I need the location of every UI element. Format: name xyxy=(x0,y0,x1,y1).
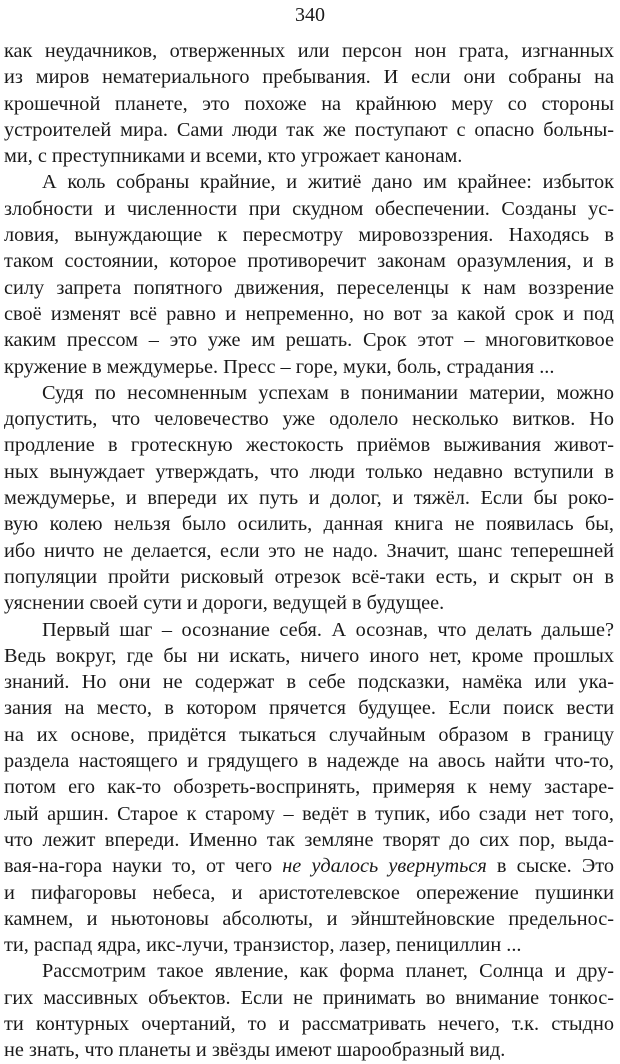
text-line: камнем, и ньютоновы абсолюты, и эйнштейновские предельнос- xyxy=(4,907,614,930)
text-line: Судя по несомненным успехам в понимании материи, можно xyxy=(42,381,614,404)
text-line: лый аршин. Старое к старому – ведёт в тупик, ибо сзади нет того, xyxy=(4,802,614,825)
text-line: таком состоянии, которое противоречит законам оразумления, и в xyxy=(4,250,614,273)
text-line: силу запрета попятного движения, переселенцы к нам воззрение xyxy=(4,276,614,299)
text-line: Первый шаг – осознание себя. А осознав, что делать дальше? xyxy=(42,618,614,641)
text-line: продление в гротескную жестокость приёмов выживания живот- xyxy=(4,434,614,457)
text-line: ти, распад ядра, икс-лучи, транзистор, лазер, пенициллин ... xyxy=(4,934,522,957)
text-line: злобности и численности при скудном обеспечении. Созданы ус- xyxy=(4,197,614,220)
text-line: ти контурных очертаний, то и рассматривать нечего, т.к. стыдно xyxy=(4,1012,614,1035)
text-line: что лежит впереди. Именно так земляне творят до сих пор, выда- xyxy=(4,828,614,851)
text-line: крошечной планете, это похоже на крайнюю меру со стороны xyxy=(4,92,614,115)
text-line: на их основе, придётся тыкаться случайным образом в границу xyxy=(4,723,614,746)
text-line: зания на место, в котором прячется будущее. Если поиск вести xyxy=(4,697,614,720)
text-segment: вая-на-гора науки то, от чего xyxy=(4,855,273,878)
text-line: вую колею нельзя было осилить, данная книга не появилась бы, xyxy=(4,513,614,536)
text-line: каким прессом – это уже им решать. Срок этот – многовитковое xyxy=(4,329,614,352)
text-segment: в сыске. Это xyxy=(496,855,614,878)
text-line: ловия, вынуждающие к пересмотру мировоззрения. Находясь в xyxy=(4,224,614,247)
italic-phrase: не удалось увернуться xyxy=(282,855,487,878)
body-text xyxy=(4,38,614,1064)
text-line: Ведь вокруг, где бы ни искать, ничего иного нет, кроме прошлых xyxy=(4,644,614,667)
text-line: не знать, что планеты и звёзды имеют шарообразный вид. xyxy=(4,1039,506,1062)
text-line: устроителей мира. Сами люди так же поступают с опасно больны- xyxy=(4,118,614,141)
page-number: 340 xyxy=(295,4,325,26)
text-line: кружение в междумерье. Пресс – горе, муки, боль, страдания ... xyxy=(4,355,555,378)
text-line: допустить, что человечество уже одолело несколько витков. Но xyxy=(4,408,614,431)
text-line: своё изменят всё равно и непременно, но вот за какой срок и под xyxy=(4,302,614,325)
text-line: уяснении своей сути и дороги, ведущей в будущее. xyxy=(4,592,445,615)
text-line: А коль собраны крайние, и житиё дано им крайнее: избыток xyxy=(42,171,614,194)
text-line: междумерье, и впереди их путь и долог, и тяжёл. Если бы роко- xyxy=(4,487,614,510)
text-line: раздела настоящего и грядущего в надежде на авось найти что-то, xyxy=(4,750,614,773)
text-line: потом его как-то обозреть-воспринять, примеряя к нему застаре- xyxy=(4,776,614,799)
text-line: знаний. Но они не содержат в себе подсказки, намёка или ука- xyxy=(4,671,614,694)
text-line: ибо ничто не делается, если это не надо. Значит, шанс теперешней xyxy=(4,539,614,562)
text-line: и пифагоровы небеса, и аристотелевское опережение пушинки xyxy=(4,881,614,904)
text-line: из миров нематериального пребывания. И если они собраны на xyxy=(4,66,614,89)
text-line: ных вынуждает утверждать, что люди только недавно вступили в xyxy=(4,460,614,483)
text-line: как неудачников, отверженных или персон нон грата, изгнанных xyxy=(4,40,614,62)
text-line: Рассмотрим такое явление, как форма планет, Солнца и дру- xyxy=(42,960,614,983)
text-line: ми, с преступниками и всеми, кто угрожает канонам. xyxy=(4,145,463,168)
text-line: гих массивных объектов. Если не принимать во внимание тонкос- xyxy=(4,986,614,1009)
text-line: популяции пройти рисковый отрезок всё-таки есть, и скрыт он в xyxy=(4,565,614,588)
text-line xyxy=(4,853,614,879)
